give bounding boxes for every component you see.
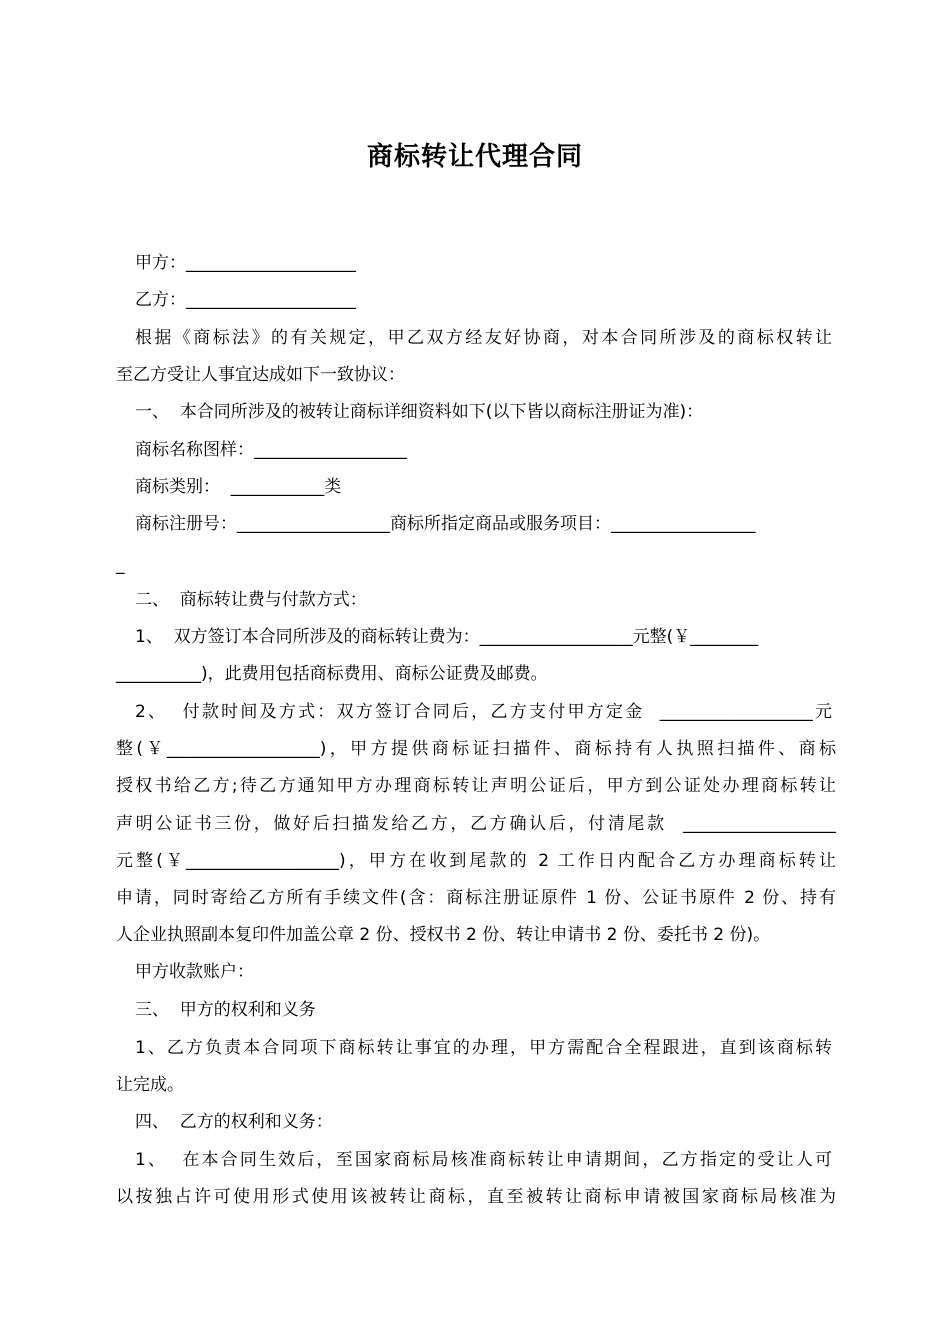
document-title: 商标转让代理合同 <box>366 142 583 172</box>
party-b-duty-line-2: 以按独占许可使用形式使用该被转让商标，直至被转让商标申请被国家商标局核准为 <box>116 1187 836 1207</box>
payment-clause-line-3: 授权书给乙方;待乙方通知甲方办理商标转让声明公证后，甲方到公证处办理商标转让 <box>116 776 836 796</box>
party-b-line: 乙方：____________________ <box>135 290 356 310</box>
party-a-duty-line-2: 让完成。 <box>116 1075 184 1095</box>
section-3-heading: 三、 甲方的权利和义务 <box>135 1000 316 1020</box>
payment-clause-line-4: 声明公证书三份，做好后扫描发给乙方，乙方确认后，付清尾款 __________________ <box>116 814 836 834</box>
fee-clause-line-1: 1、 双方签订本合同所涉及的商标转让费为：__________________元整(￥________ <box>135 627 759 647</box>
payment-clause-line-1: 2、 付款时间及方式：双方签订合同后，乙方支付甲方定金 __________________元 <box>135 702 832 722</box>
party-a-line: 甲方：____________________ <box>135 253 356 273</box>
trademark-name-line: 商标名称图样：__________________ <box>135 440 407 460</box>
payment-clause-line-5: 元整(￥__________________)，甲方在收到尾款的 2 工作日内配合乙方办理商标转让 <box>116 851 836 871</box>
payment-clause-line-6: 申请，同时寄给乙方所有手续文件(含：商标注册证原件 1 份、公证书原件 2 份、持有 <box>116 888 836 908</box>
party-b-duty-line-1: 1、 在本合同生效后，至国家商标局核准商标转让申请期间，乙方指定的受让人可 <box>135 1150 832 1170</box>
fee-clause-line-2: __________)，此费用包括商标费用、商标公证费及邮费。 <box>116 664 548 684</box>
section-2-heading: 二、 商标转让费与付款方式： <box>135 590 367 610</box>
section-1-heading: 一、 本合同所涉及的被转让商标详细资料如下(以下皆以商标注册证为准)： <box>135 402 704 422</box>
registration-number-line: 商标注册号：__________________商标所指定商品或服务项目：_________________ <box>135 514 756 534</box>
trademark-class-line: 商标类别： ___________类 <box>135 477 342 497</box>
receiving-account-line: 甲方收款账户： <box>135 962 254 982</box>
preamble-line-2: 至乙方受让人事宜达成如下一致协议： <box>116 365 405 385</box>
payment-clause-line-7: 人企业执照副本复印件加盖公章 2 份、授权书 2 份、转让申请书 2 份、委托书 2 份)。 <box>116 925 771 945</box>
section-4-heading: 四、 乙方的权利和义务： <box>135 1112 333 1132</box>
registration-number-line-cont: _ <box>116 555 125 575</box>
party-a-duty-line-1: 1、乙方负责本合同项下商标转让事宜的办理，甲方需配合全程跟进，直到该商标转 <box>135 1038 832 1058</box>
preamble-line-1: 根据《商标法》的有关规定，甲乙双方经友好协商，对本合同所涉及的商标权转让 <box>135 328 832 348</box>
payment-clause-line-2: 整(￥__________________)，甲方提供商标证扫描件、商标持有人执照扫描件、商标 <box>116 739 836 759</box>
